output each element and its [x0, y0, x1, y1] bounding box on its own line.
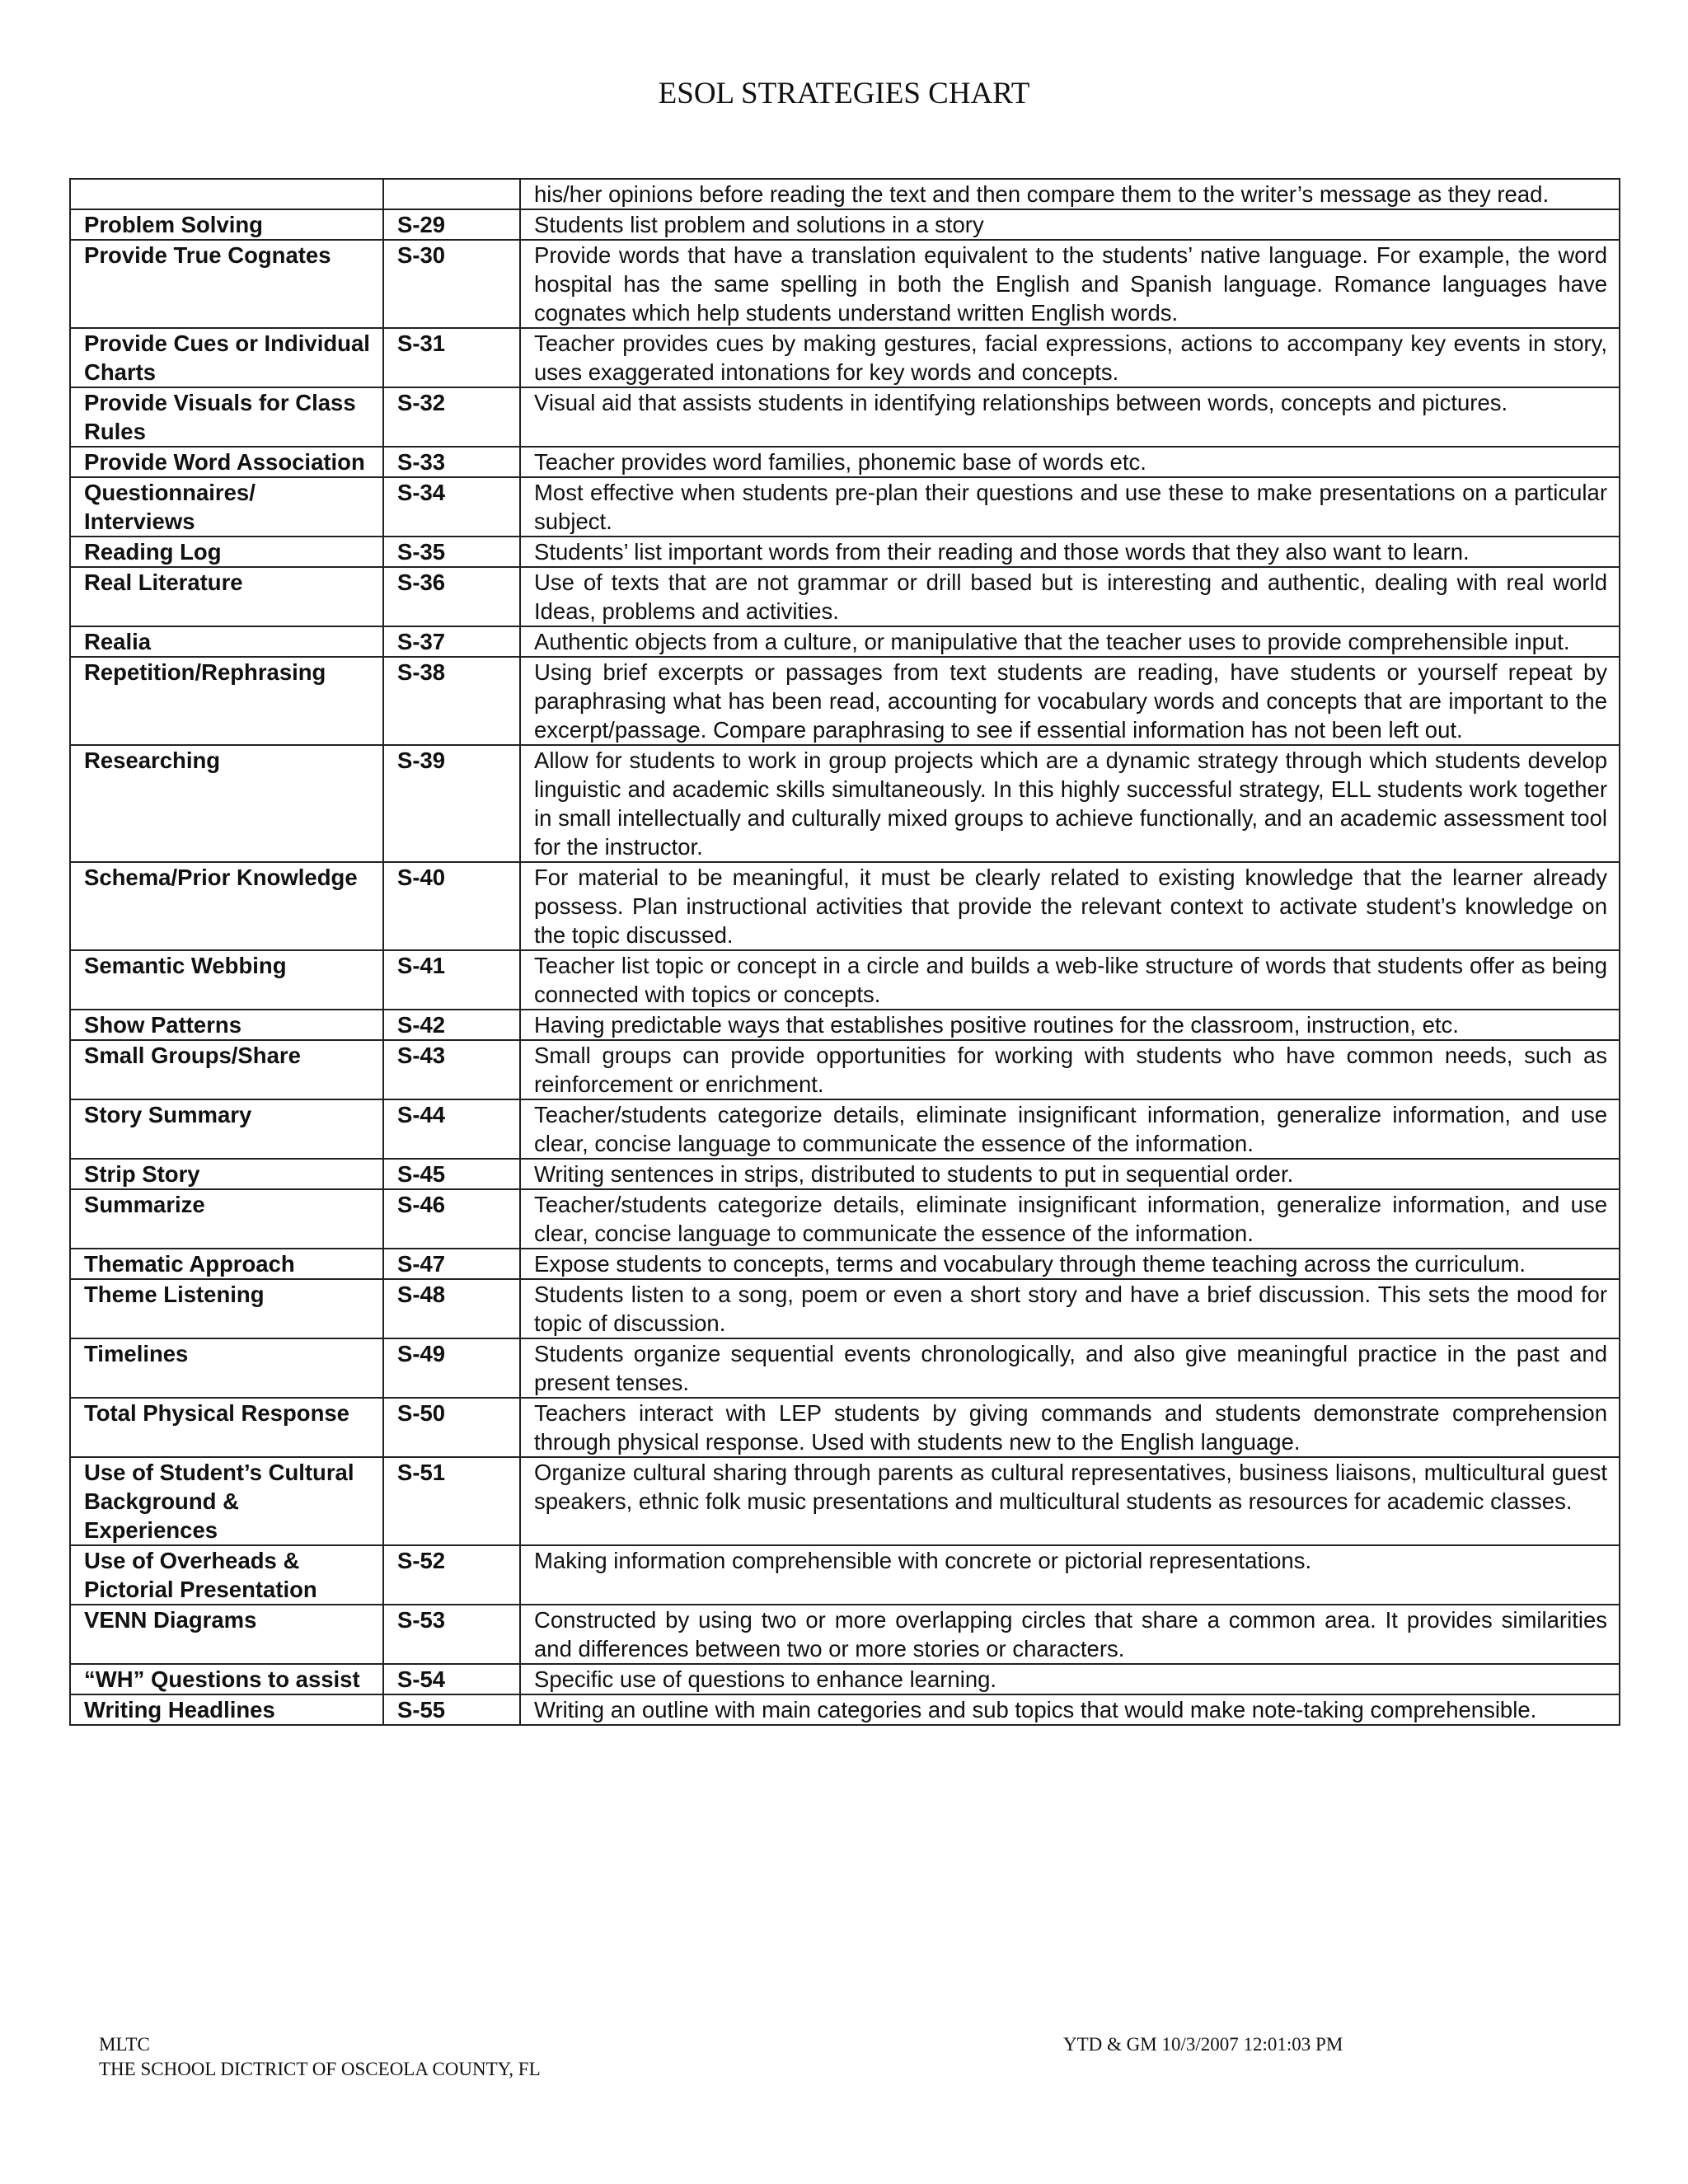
- strategy-code-cell: S-43: [383, 1040, 520, 1099]
- strategy-code-cell: S-32: [383, 387, 520, 447]
- strategy-name-cell: Timelines: [70, 1338, 383, 1398]
- table-row: [70, 1605, 1620, 1664]
- table-row: [70, 1010, 1620, 1040]
- strategy-code-cell: S-45: [383, 1159, 520, 1189]
- strategy-description-cell: Students list problem and solutions in a story: [520, 209, 1620, 240]
- strategy-name-cell: Writing Headlines: [70, 1694, 383, 1725]
- table-row: [70, 1249, 1620, 1279]
- strategy-name-cell: Total Physical Response: [70, 1398, 383, 1457]
- table-row: [70, 447, 1620, 477]
- strategy-description-cell: Provide words that have a translation equivalent to the students’ native language. For example, the word hospital has the same spelling in both the English and Spanish language. Romance languages have cognates which help students understand written English words.: [520, 240, 1620, 328]
- strategy-name-cell: Small Groups/Share: [70, 1040, 383, 1099]
- strategy-name-cell: Strip Story: [70, 1159, 383, 1189]
- strategy-name-cell: Semantic Webbing: [70, 950, 383, 1010]
- strategy-code-cell: S-50: [383, 1398, 520, 1457]
- strategy-name-cell: Provide True Cognates: [70, 240, 383, 328]
- strategy-description-cell: Expose students to concepts, terms and vocabulary through theme teaching across the curriculum.: [520, 1249, 1620, 1279]
- table-row: [70, 567, 1620, 626]
- strategy-description-cell: Students listen to a song, poem or even a short story and have a brief discussion. This sets the mood for topic of discussion.: [520, 1279, 1620, 1338]
- strategy-description-cell: Writing sentences in strips, distributed to students to put in sequential order.: [520, 1159, 1620, 1189]
- strategy-description-cell: Teacher provides word families, phonemic base of words etc.: [520, 447, 1620, 477]
- strategy-name-cell: Summarize: [70, 1189, 383, 1249]
- strategy-name-cell: Provide Visuals for Class Rules: [70, 387, 383, 447]
- strategy-name-cell: “WH” Questions to assist: [70, 1664, 383, 1694]
- strategy-code-cell: S-33: [383, 447, 520, 477]
- table-row: [70, 179, 1620, 209]
- page-title: ESOL STRATEGIES CHART: [658, 77, 1030, 110]
- strategy-code-cell: S-36: [383, 567, 520, 626]
- strategy-description-cell: Teacher provides cues by making gestures, facial expressions, actions to accompany key events in story, uses exaggerated intonations for key words and concepts.: [520, 328, 1620, 387]
- strategy-code-cell: S-47: [383, 1249, 520, 1279]
- strategy-name-cell: Repetition/Rephrasing: [70, 657, 383, 745]
- strategy-description-cell: Having predictable ways that establishes positive routines for the classroom, instruction, etc.: [520, 1010, 1620, 1040]
- table-row: [70, 240, 1620, 328]
- strategy-code-cell: S-55: [383, 1694, 520, 1725]
- strategy-description-cell: Teachers interact with LEP students by giving commands and students demonstrate comprehension through physical response. Used with students new to the English language.: [520, 1398, 1620, 1457]
- strategy-description-cell: Use of texts that are not grammar or drill based but is interesting and authentic, dealing with real world Ideas, problems and activities.: [520, 567, 1620, 626]
- strategy-code-cell: S-34: [383, 477, 520, 537]
- strategy-description-cell: Making information comprehensible with concrete or pictorial representations.: [520, 1545, 1620, 1605]
- strategy-code-cell: S-51: [383, 1457, 520, 1545]
- strategy-name-cell: Show Patterns: [70, 1010, 383, 1040]
- table-row: [70, 328, 1620, 387]
- strategy-code-cell: S-53: [383, 1605, 520, 1664]
- footer-timestamp: YTD & GM 10/3/2007 12:01:03 PM: [1063, 2034, 1343, 2055]
- strategy-description-cell: Visual aid that assists students in identifying relationships between words, concepts and pictures.: [520, 387, 1620, 447]
- table-row: [70, 477, 1620, 537]
- table-row: [70, 1189, 1620, 1249]
- strategy-code-cell: S-52: [383, 1545, 520, 1605]
- strategy-description-cell: Teacher list topic or concept in a circle and builds a web-like structure of words that students offer as being connected with topics or concepts.: [520, 950, 1620, 1010]
- strategy-description-cell: Writing an outline with main categories and sub topics that would make note-taking comprehensible.: [520, 1694, 1620, 1725]
- table-row: [70, 1664, 1620, 1694]
- strategy-code-cell: S-31: [383, 328, 520, 387]
- strategy-description-cell: Students’ list important words from their reading and those words that they also want to learn.: [520, 537, 1620, 567]
- table-row: [70, 1338, 1620, 1398]
- strategy-code-cell: S-48: [383, 1279, 520, 1338]
- footer-left: [99, 2032, 541, 2082]
- table-row: [70, 1099, 1620, 1159]
- strategy-description-cell: Using brief excerpts or passages from text students are reading, have students or yourself repeat by paraphrasing what has been read, accounting for vocabulary words and concepts that are important to the excerpt/passage. Compare paraphrasing to see if essential information has not been left out.: [520, 657, 1620, 745]
- table-row: [70, 1457, 1620, 1545]
- table-row: [70, 1398, 1620, 1457]
- table-row: [70, 657, 1620, 745]
- strategy-name-cell: Schema/Prior Knowledge: [70, 862, 383, 950]
- strategy-code-cell: S-44: [383, 1099, 520, 1159]
- strategy-code-cell: S-29: [383, 209, 520, 240]
- table-row: [70, 1159, 1620, 1189]
- strategy-name-cell: Researching: [70, 745, 383, 862]
- footer-district: THE SCHOOL DICTRICT OF OSCEOLA COUNTY, FL: [99, 2059, 541, 2079]
- strategy-name-cell: Thematic Approach: [70, 1249, 383, 1279]
- table-row: [70, 1040, 1620, 1099]
- strategy-description-cell: Authentic objects from a culture, or manipulative that the teacher uses to provide comprehensible input.: [520, 626, 1620, 657]
- strategy-code-cell: S-30: [383, 240, 520, 328]
- strategy-description-cell: Allow for students to work in group projects which are a dynamic strategy through which students develop linguistic and academic skills simultaneously. In this highly successful strategy, ELL students work together in small intellectually and culturally mixed groups to achieve functionally, and an academic assessment tool for the instructor.: [520, 745, 1620, 862]
- strategy-description-cell: Constructed by using two or more overlapping circles that share a common area. It provides similarities and differences between two or more stories or characters.: [520, 1605, 1620, 1664]
- table-row: [70, 1694, 1620, 1725]
- strategy-description-cell: Teacher/students categorize details, eliminate insignificant information, generalize information, and use clear, concise language to communicate the essence of the information.: [520, 1189, 1620, 1249]
- strategy-description-cell: Most effective when students pre-plan their questions and use these to make presentations on a particular subject.: [520, 477, 1620, 537]
- strategy-description-cell: Organize cultural sharing through parents as cultural representatives, business liaisons, multicultural guest speakers, ethnic folk music presentations and multicultural students as resources for academic classes.: [520, 1457, 1620, 1545]
- strategy-name-cell: Questionnaires/ Interviews: [70, 477, 383, 537]
- strategy-name-cell: VENN Diagrams: [70, 1605, 383, 1664]
- table-row: [70, 1279, 1620, 1338]
- table-row: [70, 1545, 1620, 1605]
- table-row: [70, 387, 1620, 447]
- strategy-name-cell: Theme Listening: [70, 1279, 383, 1338]
- strategies-table-body: [70, 179, 1620, 1725]
- table-row: [70, 745, 1620, 862]
- strategy-code-cell: S-39: [383, 745, 520, 862]
- strategies-table: [69, 178, 1620, 1726]
- strategy-description-cell: Students organize sequential events chronologically, and also give meaningful practice in the past and present tenses.: [520, 1338, 1620, 1398]
- strategy-name-cell: Problem Solving: [70, 209, 383, 240]
- strategy-code-cell: S-38: [383, 657, 520, 745]
- strategy-name-cell: Story Summary: [70, 1099, 383, 1159]
- strategy-name-cell: Use of Overheads & Pictorial Presentation: [70, 1545, 383, 1605]
- table-row: [70, 626, 1620, 657]
- strategy-description-cell: For material to be meaningful, it must be clearly related to existing knowledge that the learner already possess. Plan instructional activities that provide the relevant context to activate student’s knowledge on the topic discussed.: [520, 862, 1620, 950]
- strategy-code-cell: S-46: [383, 1189, 520, 1249]
- strategy-code-cell: S-35: [383, 537, 520, 567]
- strategy-description-cell: Specific use of questions to enhance learning.: [520, 1664, 1620, 1694]
- strategy-name-cell: Reading Log: [70, 537, 383, 567]
- strategy-name-cell: Real Literature: [70, 567, 383, 626]
- strategy-code-cell: [383, 179, 520, 209]
- table-row: [70, 950, 1620, 1010]
- footer-org: MLTC: [99, 2034, 150, 2055]
- strategy-description-cell: his/her opinions before reading the text and then compare them to the writer’s message as they read.: [520, 179, 1620, 209]
- strategy-description-cell: Small groups can provide opportunities for working with students who have common needs, such as reinforcement or enrichment.: [520, 1040, 1620, 1099]
- strategy-name-cell: Realia: [70, 626, 383, 657]
- strategy-code-cell: S-49: [383, 1338, 520, 1398]
- strategy-name-cell: Provide Word Association: [70, 447, 383, 477]
- strategy-name-cell: [70, 179, 383, 209]
- table-row: [70, 537, 1620, 567]
- strategy-name-cell: Provide Cues or Individual Charts: [70, 328, 383, 387]
- strategy-code-cell: S-54: [383, 1664, 520, 1694]
- strategy-code-cell: S-42: [383, 1010, 520, 1040]
- strategy-code-cell: S-37: [383, 626, 520, 657]
- table-row: [70, 209, 1620, 240]
- strategy-code-cell: S-41: [383, 950, 520, 1010]
- strategy-code-cell: S-40: [383, 862, 520, 950]
- strategy-description-cell: Teacher/students categorize details, eliminate insignificant information, generalize information, and use clear, concise language to communicate the essence of the information.: [520, 1099, 1620, 1159]
- table-row: [70, 862, 1620, 950]
- strategy-name-cell: Use of Student’s Cultural Background & Experiences: [70, 1457, 383, 1545]
